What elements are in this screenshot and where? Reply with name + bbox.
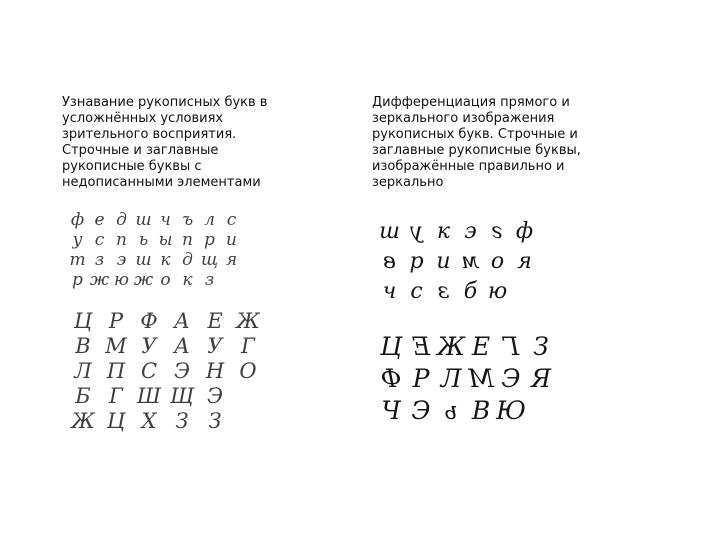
lowercase-letter-row	[376, 276, 556, 306]
capital-letter: У	[141, 333, 156, 358]
capital-letter: О	[239, 358, 256, 383]
capital-letter: С	[140, 358, 157, 383]
capital-letter: Ц	[380, 331, 402, 361]
capital-letter: Л	[74, 358, 91, 383]
lowercase-letter: з	[94, 250, 104, 270]
lowercase-letter: с	[94, 230, 104, 250]
lowercase-letter: с	[410, 278, 423, 304]
capital-letter: М	[105, 333, 126, 358]
lowercase-letter: ш	[135, 210, 151, 230]
lowercase-letter: г	[491, 218, 504, 244]
lowercase-letter: л	[204, 210, 214, 230]
lowercase-letter-row	[66, 230, 264, 250]
capital-letter-row	[66, 308, 264, 333]
lowercase-letter: д	[116, 210, 126, 230]
lowercase-letter: ж	[89, 270, 109, 290]
capital-letter-row	[66, 333, 264, 358]
capital-letter: В	[75, 333, 90, 358]
capital-letter: Х	[141, 408, 156, 433]
capital-letter: В	[471, 395, 491, 425]
capital-letter: З	[175, 408, 188, 433]
capital-letter: Г	[241, 333, 254, 358]
capital-letter: Щ	[170, 383, 193, 408]
capital-letter: П	[106, 358, 125, 383]
lowercase-letter: ъ	[181, 210, 193, 230]
capital-letter-row	[376, 362, 556, 394]
left-caption: Узнавание рукописных букв в усложнённых условиях зрительного восприятия. Строчные и заглавные рукописные буквы с недописанными элементами	[62, 95, 268, 190]
capital-letter: Э	[501, 363, 521, 393]
lowercase-letter: ы	[158, 230, 172, 250]
lowercase-letter: э	[116, 250, 126, 270]
capital-letter: Ф	[380, 363, 402, 393]
lowercase-letter: ч	[382, 278, 397, 304]
capital-letter: Ж	[436, 331, 466, 361]
capital-letter: Ч	[381, 395, 401, 425]
capital-letter-row	[66, 408, 264, 433]
lowercase-letter: о	[160, 270, 170, 290]
capital-letter: Р	[108, 308, 123, 333]
lowercase-letter: к	[160, 250, 170, 270]
right-column	[372, 95, 634, 191]
capital-letter: З	[533, 331, 549, 361]
lowercase-letter: ш	[135, 250, 151, 270]
lowercase-letter: м	[461, 248, 480, 274]
lowercase-letter: о	[490, 248, 505, 274]
right-caption: Дифференциация прямого и зеркального изображения рукописных букв. Строчные и заглавные рукописные буквы, изображённые правильно и зеркально	[372, 95, 581, 190]
right-handwriting-sample	[376, 216, 556, 426]
lowercase-letter: у	[410, 218, 423, 244]
lowercase-letter: с	[226, 210, 236, 230]
capital-letter: Ю	[496, 395, 526, 425]
left-column	[62, 95, 324, 191]
capital-letter: Е	[207, 308, 222, 333]
lowercase-letter: р	[72, 270, 82, 290]
lowercase-letter: б	[463, 278, 478, 304]
capital-letter: Я	[530, 363, 552, 393]
capital-letter: ь	[444, 395, 458, 425]
lowercase-letter-row	[376, 216, 556, 246]
capital-letter: Ж	[236, 308, 259, 333]
capital-letter: Е	[411, 331, 431, 361]
capital-letter-row	[66, 383, 264, 408]
lowercase-letter: ь	[138, 230, 148, 250]
capital-letter: Ц	[73, 308, 92, 333]
lowercase-letter: в	[383, 248, 396, 274]
capital-letter: Г	[502, 331, 520, 361]
lowercase-letter: ж	[133, 270, 153, 290]
capital-letter: Г	[109, 383, 122, 408]
lowercase-letter: ч	[160, 210, 170, 230]
lowercase-letter: ю	[487, 278, 508, 304]
capital-letter: Э	[173, 358, 190, 383]
lowercase-letter: щ	[200, 250, 218, 270]
lowercase-letter-row	[376, 246, 556, 276]
lowercase-letter: т	[69, 250, 85, 270]
capital-letter: Л	[440, 363, 462, 393]
lowercase-letter-row	[66, 210, 264, 230]
capital-letter-row	[376, 330, 556, 362]
lowercase-letter: р	[204, 230, 214, 250]
capital-letter: Б	[75, 383, 90, 408]
capital-letter: Ж	[71, 408, 94, 433]
capital-letter: Ш	[137, 383, 160, 408]
capital-letter: Ц	[106, 408, 125, 433]
capital-letter: Э	[206, 383, 223, 408]
lowercase-letter: п	[182, 230, 192, 250]
lowercase-letter: з	[204, 270, 214, 290]
capital-letter: У	[207, 333, 222, 358]
lowercase-letter: д	[182, 250, 192, 270]
lowercase-letter: ф	[515, 218, 534, 244]
lowercase-letter: и	[436, 248, 451, 274]
lowercase-letter: э	[464, 218, 477, 244]
capital-letter-row	[376, 394, 556, 426]
lowercase-letter: з	[437, 278, 450, 304]
lowercase-letter: р	[409, 248, 424, 274]
capital-letter: А	[174, 333, 189, 358]
capital-letter: Е	[471, 331, 491, 361]
lowercase-letter: к	[182, 270, 192, 290]
lowercase-letter: я	[517, 248, 532, 274]
capital-letter-row	[66, 358, 264, 383]
capital-letter: Р	[412, 363, 430, 393]
lowercase-letter: п	[116, 230, 126, 250]
capital-letter: А	[174, 308, 189, 333]
lowercase-letter: ю	[114, 270, 128, 290]
lowercase-letter: у	[72, 230, 82, 250]
lowercase-letter: я	[225, 250, 237, 270]
capital-letter: З	[208, 408, 221, 433]
lowercase-letter: к	[436, 218, 451, 244]
lowercase-letter: и	[226, 230, 236, 250]
capital-letter: М	[468, 363, 494, 393]
lowercase-letter: ш	[379, 218, 400, 244]
lowercase-letter: ф	[70, 210, 84, 230]
capital-letter: Ф	[140, 308, 157, 333]
capital-letter: Э	[411, 395, 431, 425]
lowercase-letter-row	[66, 250, 264, 270]
lowercase-letter: е	[94, 210, 104, 230]
capital-letter: Н	[205, 358, 224, 383]
lowercase-letter-row	[66, 270, 264, 290]
left-handwriting-sample	[66, 210, 264, 433]
